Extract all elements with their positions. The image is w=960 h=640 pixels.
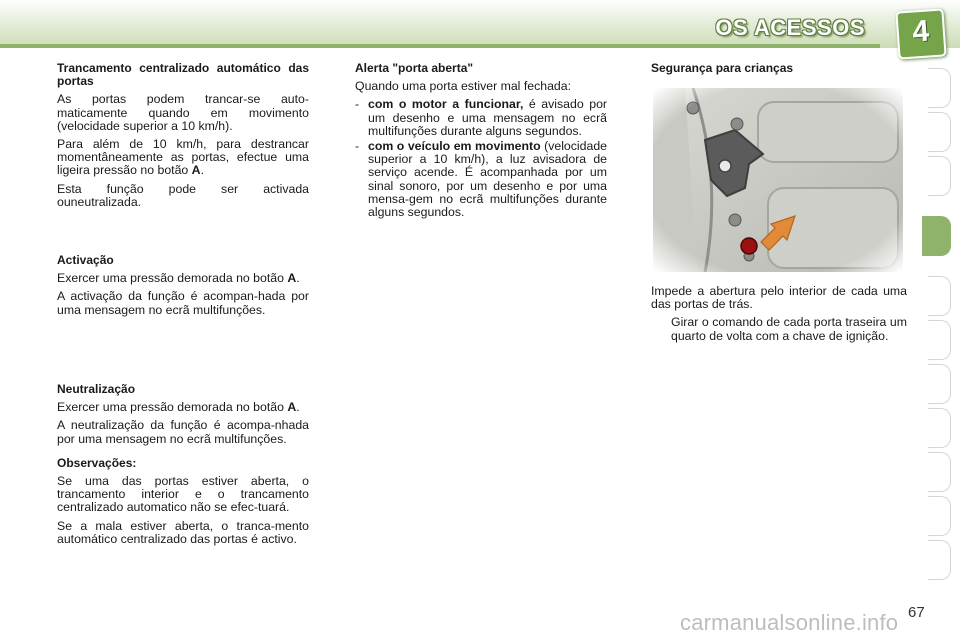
section-neutralization — [57, 383, 309, 551]
chapter-tab[interactable] — [928, 112, 951, 152]
page-number: 67 — [908, 604, 925, 621]
header-line — [0, 44, 880, 48]
paragraph: Esta função pode ser activada ouneutralizada. — [57, 181, 309, 209]
chapter-tab[interactable] — [928, 540, 951, 580]
paragraph: Exercer uma pressão demorada no botão A. — [57, 400, 300, 415]
section-activation — [57, 254, 309, 322]
hand-pointer-icon — [651, 316, 671, 342]
section-heading: Observações: — [57, 455, 137, 470]
button-reference: A — [287, 271, 297, 286]
child-lock-photo — [653, 88, 903, 272]
section-heading: Alerta "porta aberta" — [355, 61, 474, 75]
bold-text: com o veículo em movimento — [368, 139, 541, 154]
paragraph: Impede a abertura pelo interior de cada uma das portas de trás. — [651, 284, 907, 312]
list-item: - com o veículo em movimento (velocidade superior a 10 km/h), a luz avisadora de serviço acende. É acompanhada por um sinal sonoro, por um desenho e por uma mensa-gem no ecrã multifunções durante alguns segundos. — [355, 139, 607, 220]
watermark: carmanualsonline.info — [680, 610, 899, 635]
chapter-tabs — [928, 68, 960, 578]
section-heading: Activação — [57, 253, 114, 267]
chapter-tab[interactable] — [928, 452, 951, 492]
bold-text: com o motor a funcionar, — [368, 97, 524, 112]
section-heading: Trancamento centralizado automático das portas — [57, 61, 309, 89]
section-heading: Neutralização — [57, 382, 136, 396]
column-3 — [651, 62, 907, 80]
chapter-tab[interactable] — [928, 364, 951, 404]
section-central-locking — [57, 62, 309, 214]
section-heading: Segurança para crianças — [651, 61, 794, 75]
chapter-number: 4 — [911, 14, 931, 49]
button-reference: A — [191, 163, 201, 178]
paragraph: Para além de 10 km/h, para destrancar momentâneamente as portas, efectue uma ligeira pressão no botão A. — [57, 137, 309, 178]
chapter-title: OS ACESSOS — [715, 15, 865, 40]
column-2 — [355, 62, 607, 221]
chapter-tab[interactable] — [928, 496, 951, 536]
button-reference: A — [287, 400, 297, 415]
paragraph: Exercer uma pressão demorada no botão A. — [57, 271, 300, 286]
paragraph: Se a mala estiver aberta, o tranca-mento automático centralizado das portas é activo. — [57, 518, 309, 546]
paragraph: A neutralização da função é acompa-nhada por uma mensagem no ecrã multifunções. — [57, 418, 309, 446]
list-item: Girar o comando de cada porta traseira um quarto de volta com a chave de ignição. — [651, 316, 907, 342]
chapter-badge — [895, 8, 946, 59]
chapter-tab[interactable] — [928, 320, 951, 360]
dash-marker: - — [355, 97, 360, 112]
chapter-tab-active[interactable] — [922, 216, 951, 256]
paragraph: Se uma das portas estiver aberta, o trancamento interior e o trancamento centralizado automatico não se efec-tuará. — [57, 474, 309, 515]
dash-marker: - — [355, 139, 360, 154]
paragraph: Quando uma porta estiver mal fechada: — [355, 79, 572, 94]
paragraph: As portas podem trancar-se auto-maticamente quando em movimento (velocidade superior a 10 km/h). — [57, 92, 309, 133]
column-3-body — [651, 285, 907, 345]
paragraph: A activação da função é acompan-hada por uma mensagem no ecrã multifunções. — [57, 289, 309, 317]
chapter-tab[interactable] — [928, 68, 951, 108]
chapter-tab[interactable] — [928, 156, 951, 196]
chapter-tab[interactable] — [928, 276, 951, 316]
list-item: - com o motor a funcionar, é avisado por um desenho e uma mensagem no ecrã multifunções durante alguns segundos. — [355, 97, 607, 138]
chapter-tab[interactable] — [928, 408, 951, 448]
